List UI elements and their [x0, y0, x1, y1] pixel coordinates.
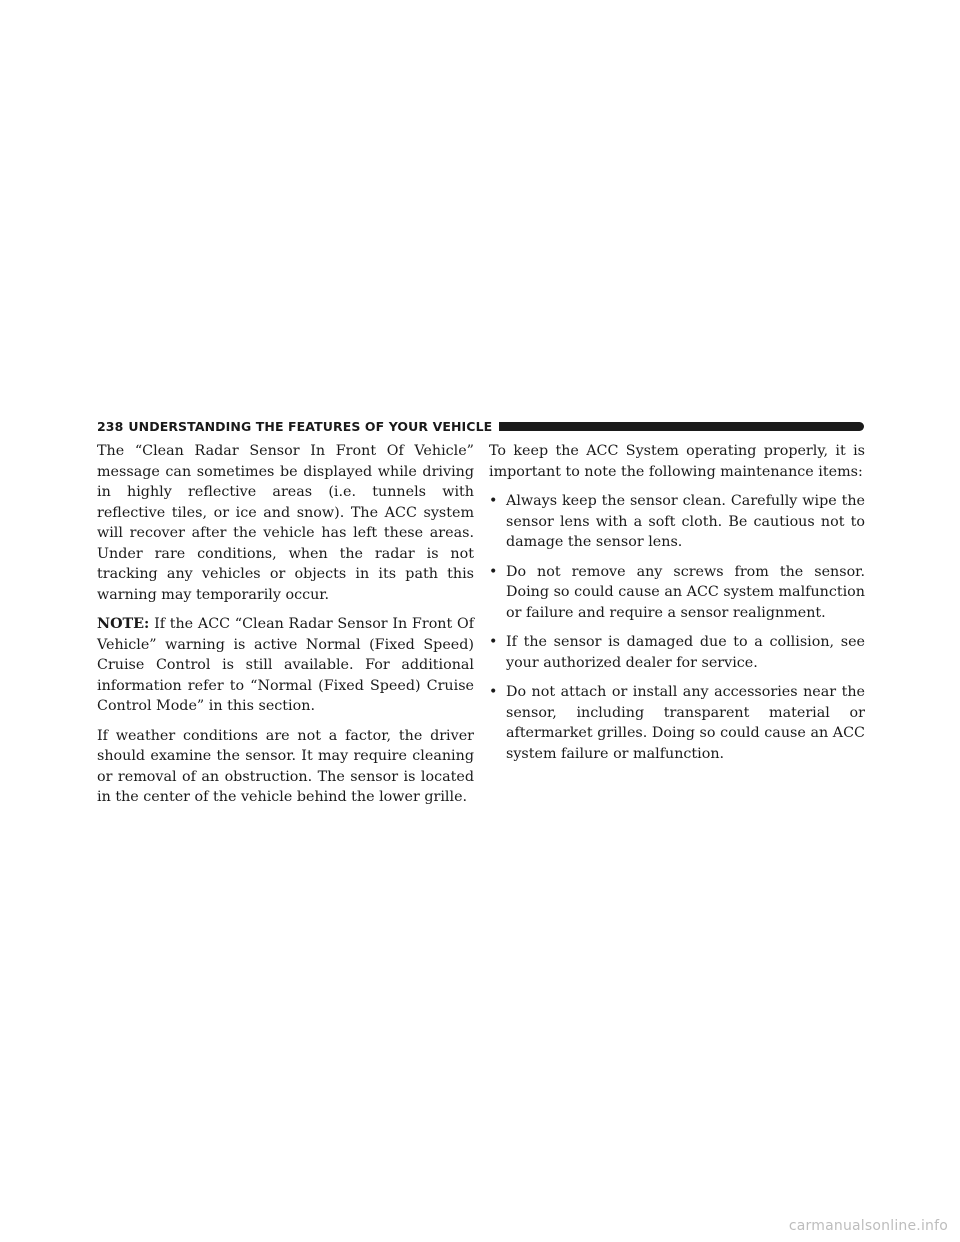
- page-number: 238: [97, 418, 124, 434]
- note-text: If the ACC “Clean Radar Sensor In Front Of Vehicle” warning is active Normal (Fixed Speed) Cruise Control is still available. For additional information refer to “Normal (Fixed Speed) Cruise Control Mode” in this section.: [97, 616, 474, 714]
- note-label: NOTE:: [97, 616, 150, 632]
- list-item-text: If the sensor is damaged due to a collision, see your authorized dealer for service.: [506, 634, 865, 671]
- right-column: [489, 441, 865, 773]
- bullet-icon: •: [489, 684, 498, 700]
- list-item-text: Do not attach or install any accessories near the sensor, including transparent material or aftermarket grilles. Doing so could cause an ACC system failure or malfunction.: [506, 684, 865, 762]
- left-column: [97, 441, 474, 817]
- paragraph-maintenance-intro: To keep the ACC System operating properly, it is important to note the following maintenance items:: [489, 443, 865, 480]
- list-item: [489, 632, 865, 673]
- page-header: [97, 417, 864, 435]
- bullet-icon: •: [489, 634, 498, 650]
- list-item-text: Always keep the sensor clean. Carefully wipe the sensor lens with a soft cloth. Be cautious not to damage the sensor lens.: [506, 493, 865, 550]
- list-item: [489, 491, 865, 553]
- paragraph-examine-sensor: If weather conditions are not a factor, the driver should examine the sensor. It may require cleaning or removal of an obstruction. The sensor is located in the center of the vehicle behind the lower grille.: [97, 727, 474, 805]
- bullet-icon: •: [489, 563, 498, 580]
- bullet-icon: •: [489, 493, 498, 509]
- maintenance-list: [489, 491, 865, 764]
- header-rule: [499, 422, 864, 431]
- list-item: [489, 682, 865, 764]
- section-title: UNDERSTANDING THE FEATURES OF YOUR VEHICLE: [128, 418, 493, 434]
- note-paragraph: [97, 614, 474, 717]
- list-item: [489, 562, 865, 624]
- list-item-text: Do not remove any screws from the sensor. Doing so could cause an ACC system malfunction or failure and require a sensor realignment.: [506, 563, 865, 621]
- watermark: carmanualsonline.info: [788, 1218, 948, 1234]
- paragraph-clean-radar-message: The “Clean Radar Sensor In Front Of Vehicle” message can sometimes be displayed while driving in highly reflective areas (i.e. tunnels with reflective tiles, or ice and snow). The ACC system will recover after the vehicle has left these areas. Under rare conditions, when the radar is not tracking any vehicles or objects in its path this warning may temporarily occur.: [97, 443, 474, 603]
